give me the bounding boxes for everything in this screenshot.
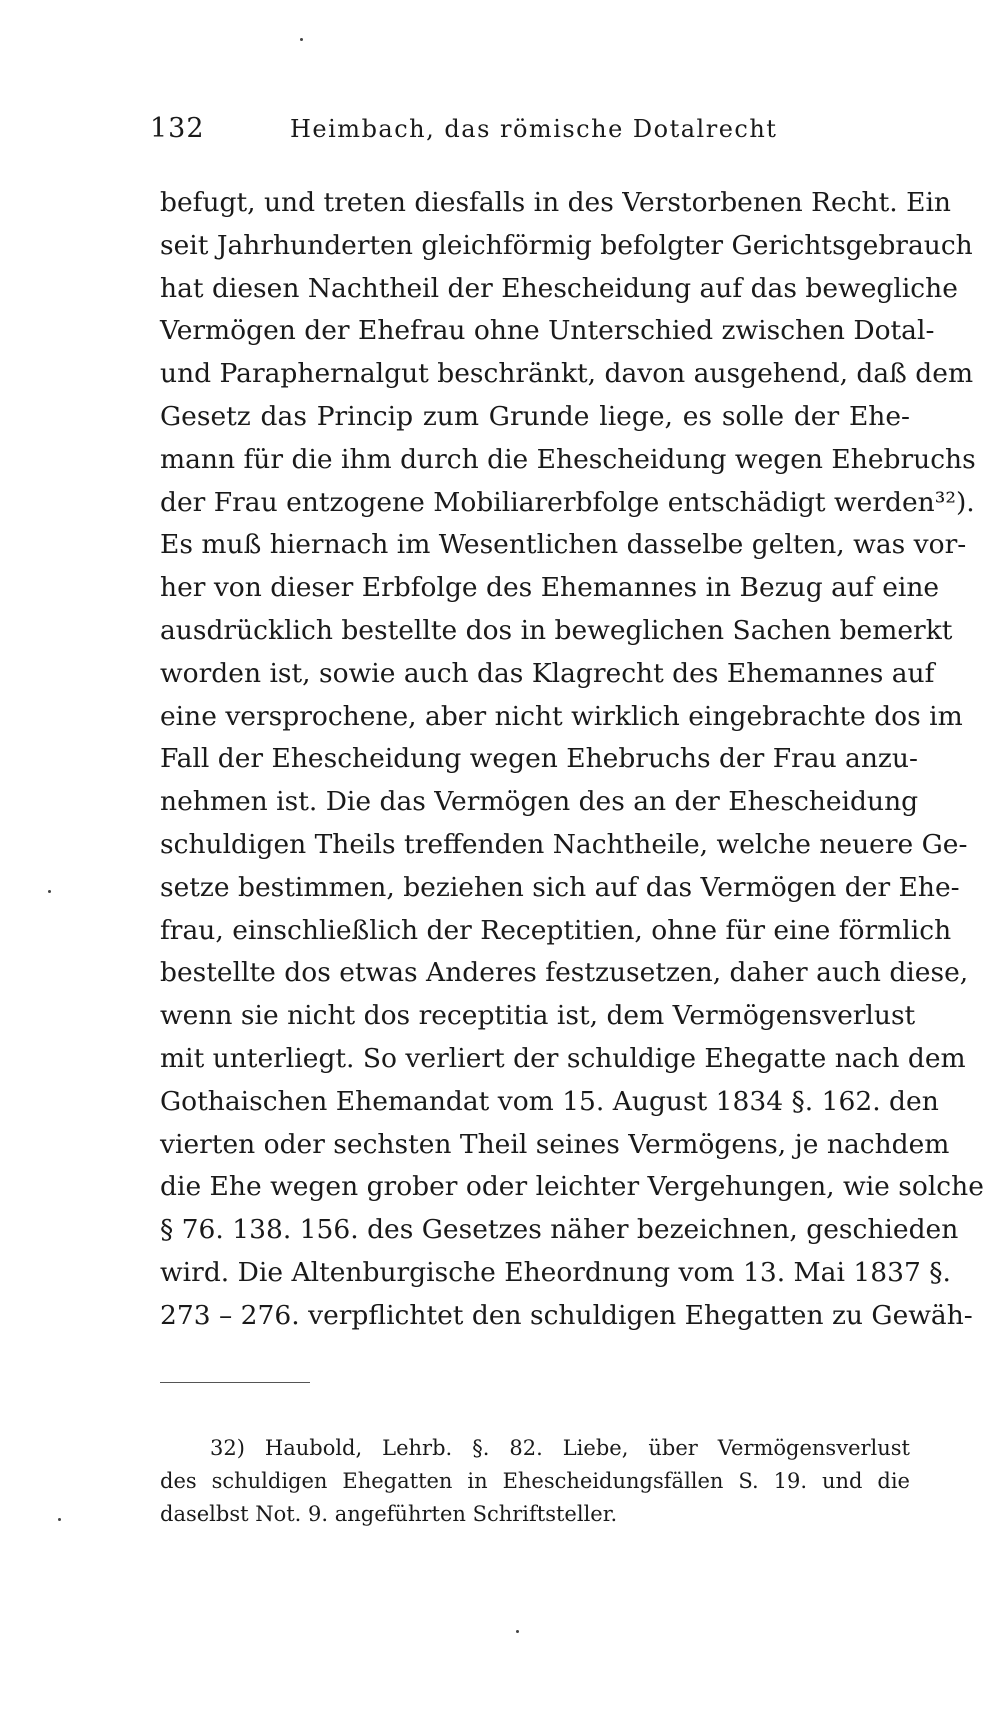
text-line: und Paraphernalgut beschränkt, davon ausgehend, daß dem [160,358,974,390]
paper-speck [58,1518,61,1521]
text-line: bestellte dos etwas Anderes festzusetzen, daher auch diese, [160,957,969,989]
paper-speck [516,1630,519,1633]
text-line: Gothaischen Ehemandat vom 15. August 1834 §. 162. den [160,1085,939,1117]
text-line: mit unterliegt. So verliert der schuldige Ehegatte nach dem [160,1042,966,1074]
page-header [150,113,910,153]
text-line: wird. Die Altenburgische Eheordnung vom 13. Mai 1837 §. [160,1256,951,1288]
text-line: her von dieser Erbfolge des Ehemannes in Bezug auf eine [160,572,940,604]
text-line: schuldigen Theils treffenden Nachtheile, welche neuere Ge- [160,828,968,860]
running-head: Heimbach, das römische Dotalrecht [290,115,778,143]
footnote-separator [160,1382,310,1383]
text-line: wenn sie nicht dos receptitia ist, dem Vermögensverlust [160,1000,916,1032]
text-line: nehmen ist. Die das Vermögen des an der Ehescheidung [160,786,919,818]
text-line: Es muß hiernach im Wesentlichen dasselbe gelten, was vor- [160,529,967,561]
footnote [160,1432,910,1531]
text-line: seit Jahrhunderten gleichförmig befolgter Gerichtsgebrauch [160,229,973,261]
text-line: Fall der Ehescheidung wegen Ehebruchs der Frau anzu- [160,743,918,775]
main-text [160,182,984,1338]
text-line: der Frau entzogene Mobiliarerbfolge entschädigt werden³²). [160,486,975,518]
text-line: 273 – 276. verpflichtet den schuldigen Ehegatten zu Gewäh- [160,1299,973,1331]
text-line: mann für die ihm durch die Ehescheidung wegen Ehebruchs [160,443,976,475]
text-line: § 76. 138. 156. des Gesetzes näher bezeichnen, geschieden [160,1214,959,1246]
footnote-line: des schuldigen Ehegatten in Ehescheidungsfällen S. 19. und die [160,1469,910,1493]
footnote-line: daselbst Not. 9. angeführten Schriftsteller. [160,1502,618,1526]
text-line: setze bestimmen, beziehen sich auf das Vermögen der Ehe- [160,871,960,903]
text-line: hat diesen Nachtheil der Ehescheidung auf das bewegliche [160,272,958,304]
text-line: eine versprochene, aber nicht wirklich eingebrachte dos im [160,700,963,732]
text-line: befugt, und treten diesfalls in des Verstorbenen Recht. Ein [160,187,952,218]
footnote-line: 32) Haubold, Lehrb. §. 82. Liebe, über Vermögensverlust [210,1436,910,1460]
text-line: die Ehe wegen grober oder leichter Vergehungen, wie solche [160,1171,984,1203]
text-line: ausdrücklich bestellte dos in beweglichen Sachen bemerkt [160,614,953,646]
text-line: Gesetz das Princip zum Grunde liege, es solle der Ehe- [160,400,910,432]
paper-speck [300,38,303,41]
page-number: 132 [150,113,205,144]
text-line: worden ist, sowie auch das Klagrecht des Ehemannes auf [160,657,935,689]
paper-speck [48,890,51,893]
text-line: Vermögen der Ehefrau ohne Unterschied zwischen Dotal- [160,315,935,347]
text-line: frau, einschließlich der Receptitien, ohne für eine förmlich [160,914,952,946]
text-line: vierten oder sechsten Theil seines Vermögens, je nachdem [160,1128,950,1160]
